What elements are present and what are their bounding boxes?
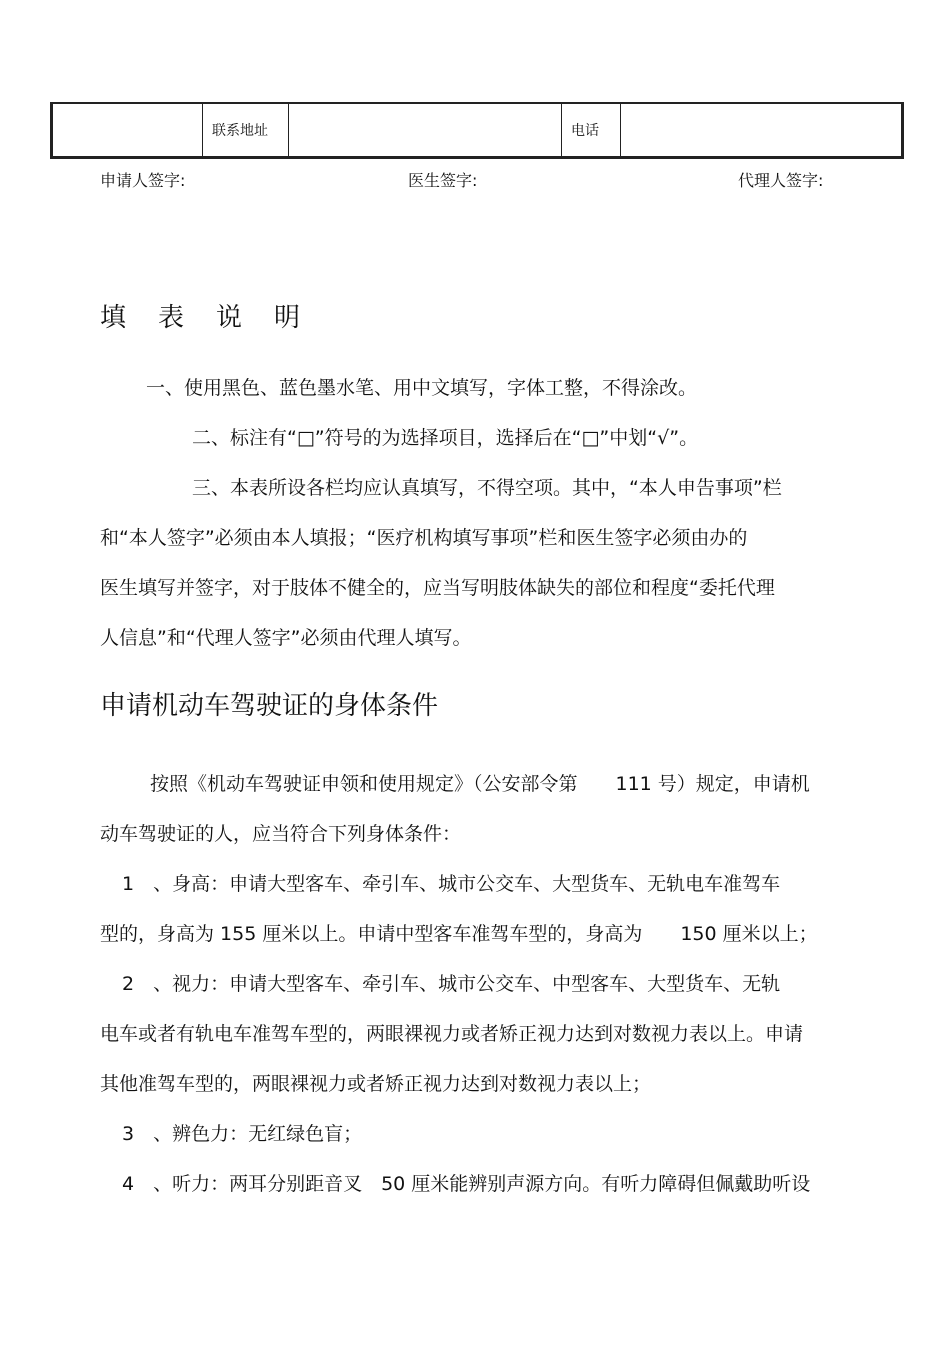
blank-cell[interactable] xyxy=(52,103,203,157)
instruction-item-3-line: 和“本人签字”必须由本人填报；“医疗机构填写事项”栏和医生签字必须由办的 xyxy=(100,527,748,549)
condition-hearing: 4 、听力：两耳分别距音叉 50 厘米能辨别声源方向。有听力障碍但佩戴助听设 xyxy=(122,1173,811,1195)
instruction-item-3-line: 医生填写并签字，对于肢体不健全的，应当写明肢体缺失的部位和程度“委托代理 xyxy=(100,577,775,599)
address-field[interactable] xyxy=(289,103,562,157)
instruction-item-3-line: 人信息”和“代理人签字”必须由代理人填写。 xyxy=(100,627,472,649)
instruction-item-2: 二、标注有“□”符号的为选择项目，选择后在“□”中划“√”。 xyxy=(192,427,699,449)
address-label: 联系地址 xyxy=(203,103,289,157)
instructions-title: 填 表 说 明 xyxy=(100,303,301,333)
condition-color-vision: 3 、辨色力：无红绿色盲； xyxy=(122,1123,363,1145)
applicant-signature-label: 申请人签字: xyxy=(100,171,186,190)
condition-vision-line: 其他准驾车型的，两眼裸视力或者矫正视力达到对数视力表以上； xyxy=(100,1073,652,1095)
instruction-item-3-line: 三、本表所设各栏均应认真填写，不得空项。其中，“本人申告事项”栏 xyxy=(192,477,782,499)
condition-vision-line: 电车或者有轨电车准驾车型的，两眼裸视力或者矫正视力达到对数视力表以上。申请 xyxy=(100,1023,804,1045)
instruction-item-1: 一、使用黑色、蓝色墨水笔、用中文填写，字体工整，不得涂改。 xyxy=(146,377,698,399)
contact-table xyxy=(50,102,904,159)
conditions-intro-line: 按照《机动车驾驶证申领和使用规定》（公安部令第 111 号）规定，申请机 xyxy=(150,773,810,795)
condition-height-line: 1 、身高：申请大型客车、牵引车、城市公交车、大型货车、无轨电车准驾车 xyxy=(122,873,781,895)
doctor-signature-label: 医生签字: xyxy=(408,171,478,190)
phone-field[interactable] xyxy=(621,103,903,157)
conditions-intro-line: 动车驾驶证的人，应当符合下列身体条件： xyxy=(100,823,462,845)
conditions-title: 申请机动车驾驶证的身体条件 xyxy=(100,691,439,721)
phone-label: 电话 xyxy=(562,103,621,157)
agent-signature-label: 代理人签字: xyxy=(738,171,824,190)
condition-height-line: 型的，身高为 155 厘米以上。申请中型客车准驾车型的，身高为 150 厘米以上； xyxy=(100,923,818,945)
condition-vision-line: 2 、视力：申请大型客车、牵引车、城市公交车、中型客车、大型货车、无轨 xyxy=(122,973,781,995)
